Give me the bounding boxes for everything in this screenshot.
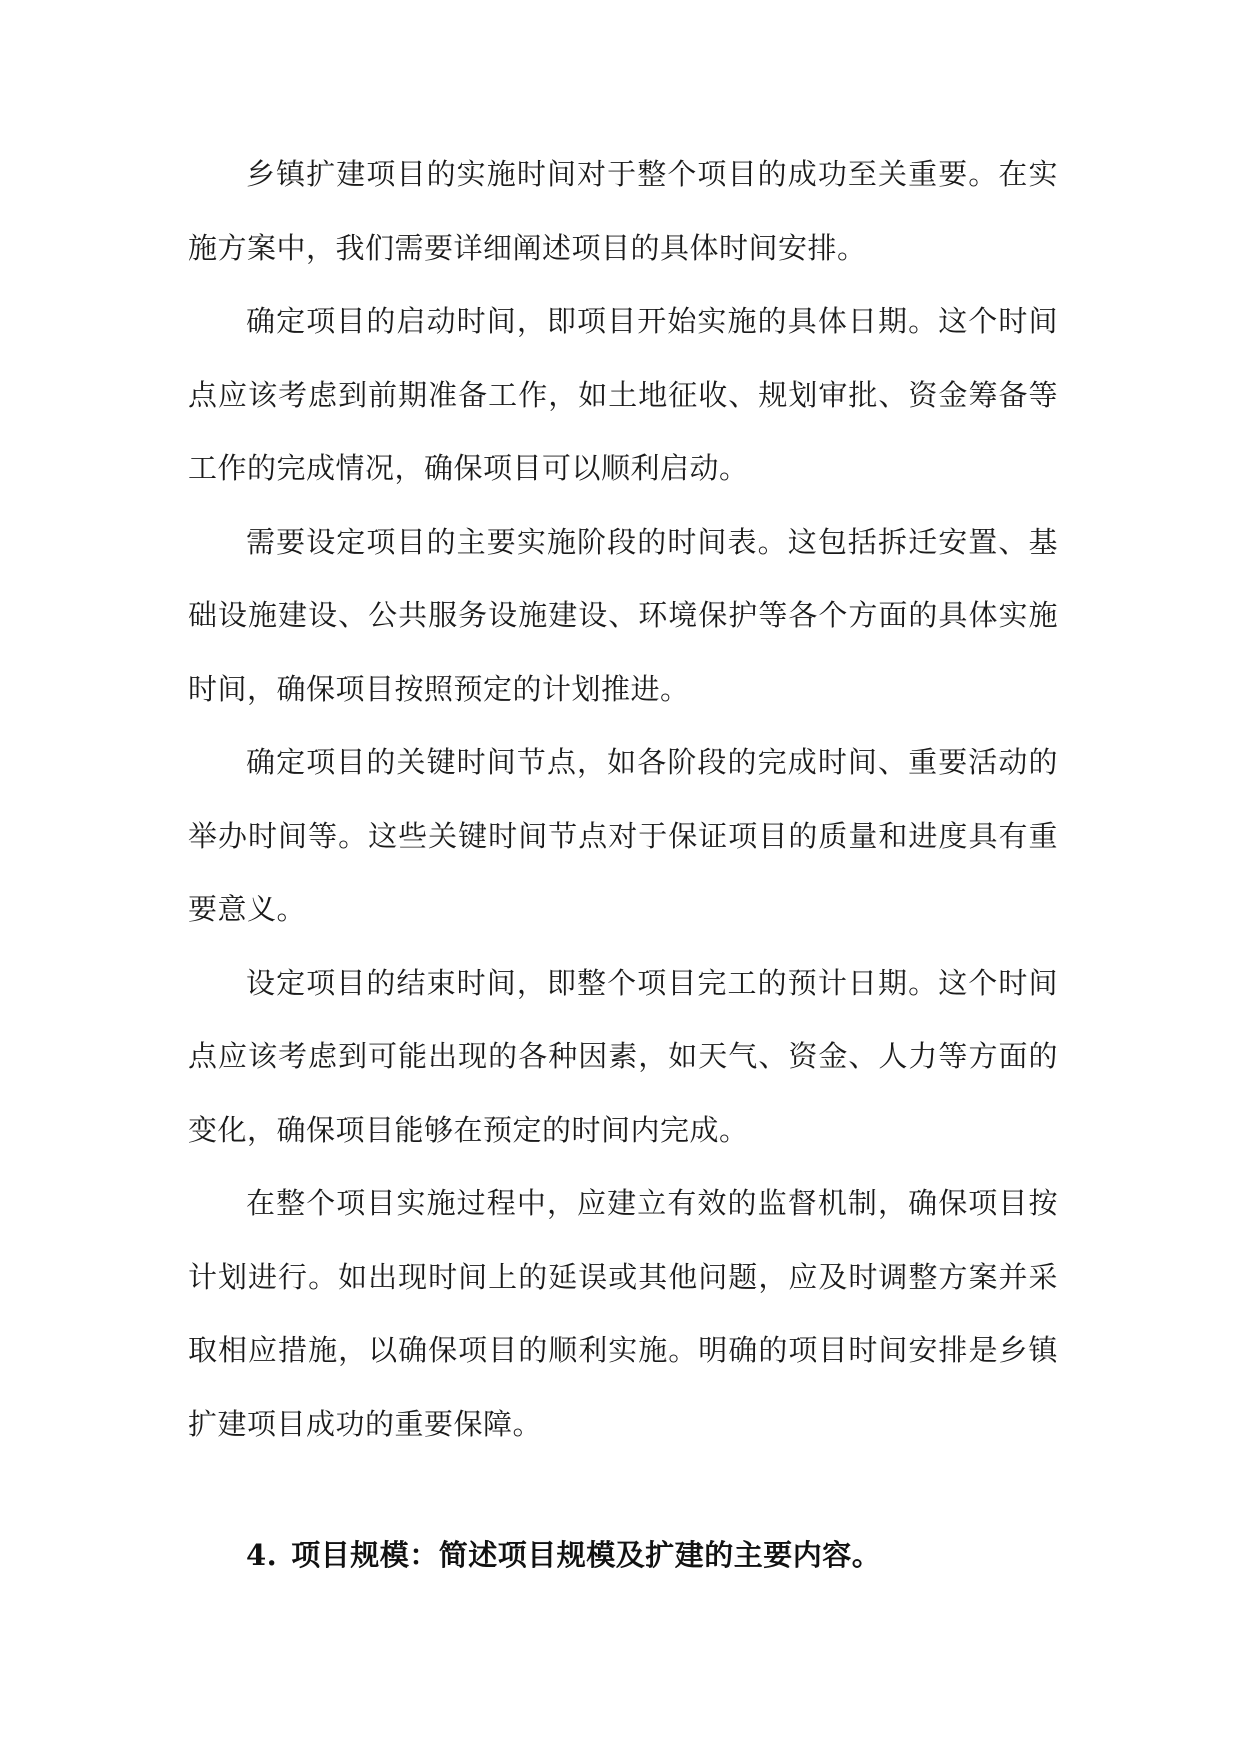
section-heading-number: 4. — [246, 1538, 278, 1572]
paragraph-supervision: 在整个项目实施过程中，应建立有效的监督机制，确保项目按计划进行。如出现时间上的延误或其他问题，应及时调整方案并采取相应措施，以确保项目的顺利实施。明确的项目时间安排是乡镇扩建项目成功的重要保障。 — [188, 1186, 1058, 1441]
section-heading-text: 项目规模：简述项目规模及扩建的主要内容。 — [291, 1538, 882, 1572]
paragraph-start-time: 确定项目的启动时间，即项目开始实施的具体日期。这个时间点应该考虑到前期准备工作，如土地征收、规划审批、资金筹备等工作的完成情况，确保项目可以顺利启动。 — [188, 304, 1058, 485]
section-heading — [246, 1535, 881, 1575]
paragraph-key-milestones: 确定项目的关键时间节点，如各阶段的完成时间、重要活动的举办时间等。这些关键时间节点对于保证项目的质量和进度具有重要意义。 — [188, 745, 1058, 926]
paragraph-implementation-stages: 需要设定项目的主要实施阶段的时间表。这包括拆迁安置、基础设施建设、公共服务设施建设、环境保护等各个方面的具体实施时间，确保项目按照预定的计划推进。 — [188, 524, 1058, 706]
paragraph-project-timing-importance: 乡镇扩建项目的实施时间对于整个项目的成功至关重要。在实施方案中，我们需要详细阐述项目的具体时间安排。 — [188, 157, 1058, 265]
paragraph-end-time: 设定项目的结束时间，即整个项目完工的预计日期。这个时间点应该考虑到可能出现的各种因素，如天气、资金、人力等方面的变化，确保项目能够在预定的时间内完成。 — [188, 965, 1058, 1147]
document-body — [188, 138, 1058, 1461]
